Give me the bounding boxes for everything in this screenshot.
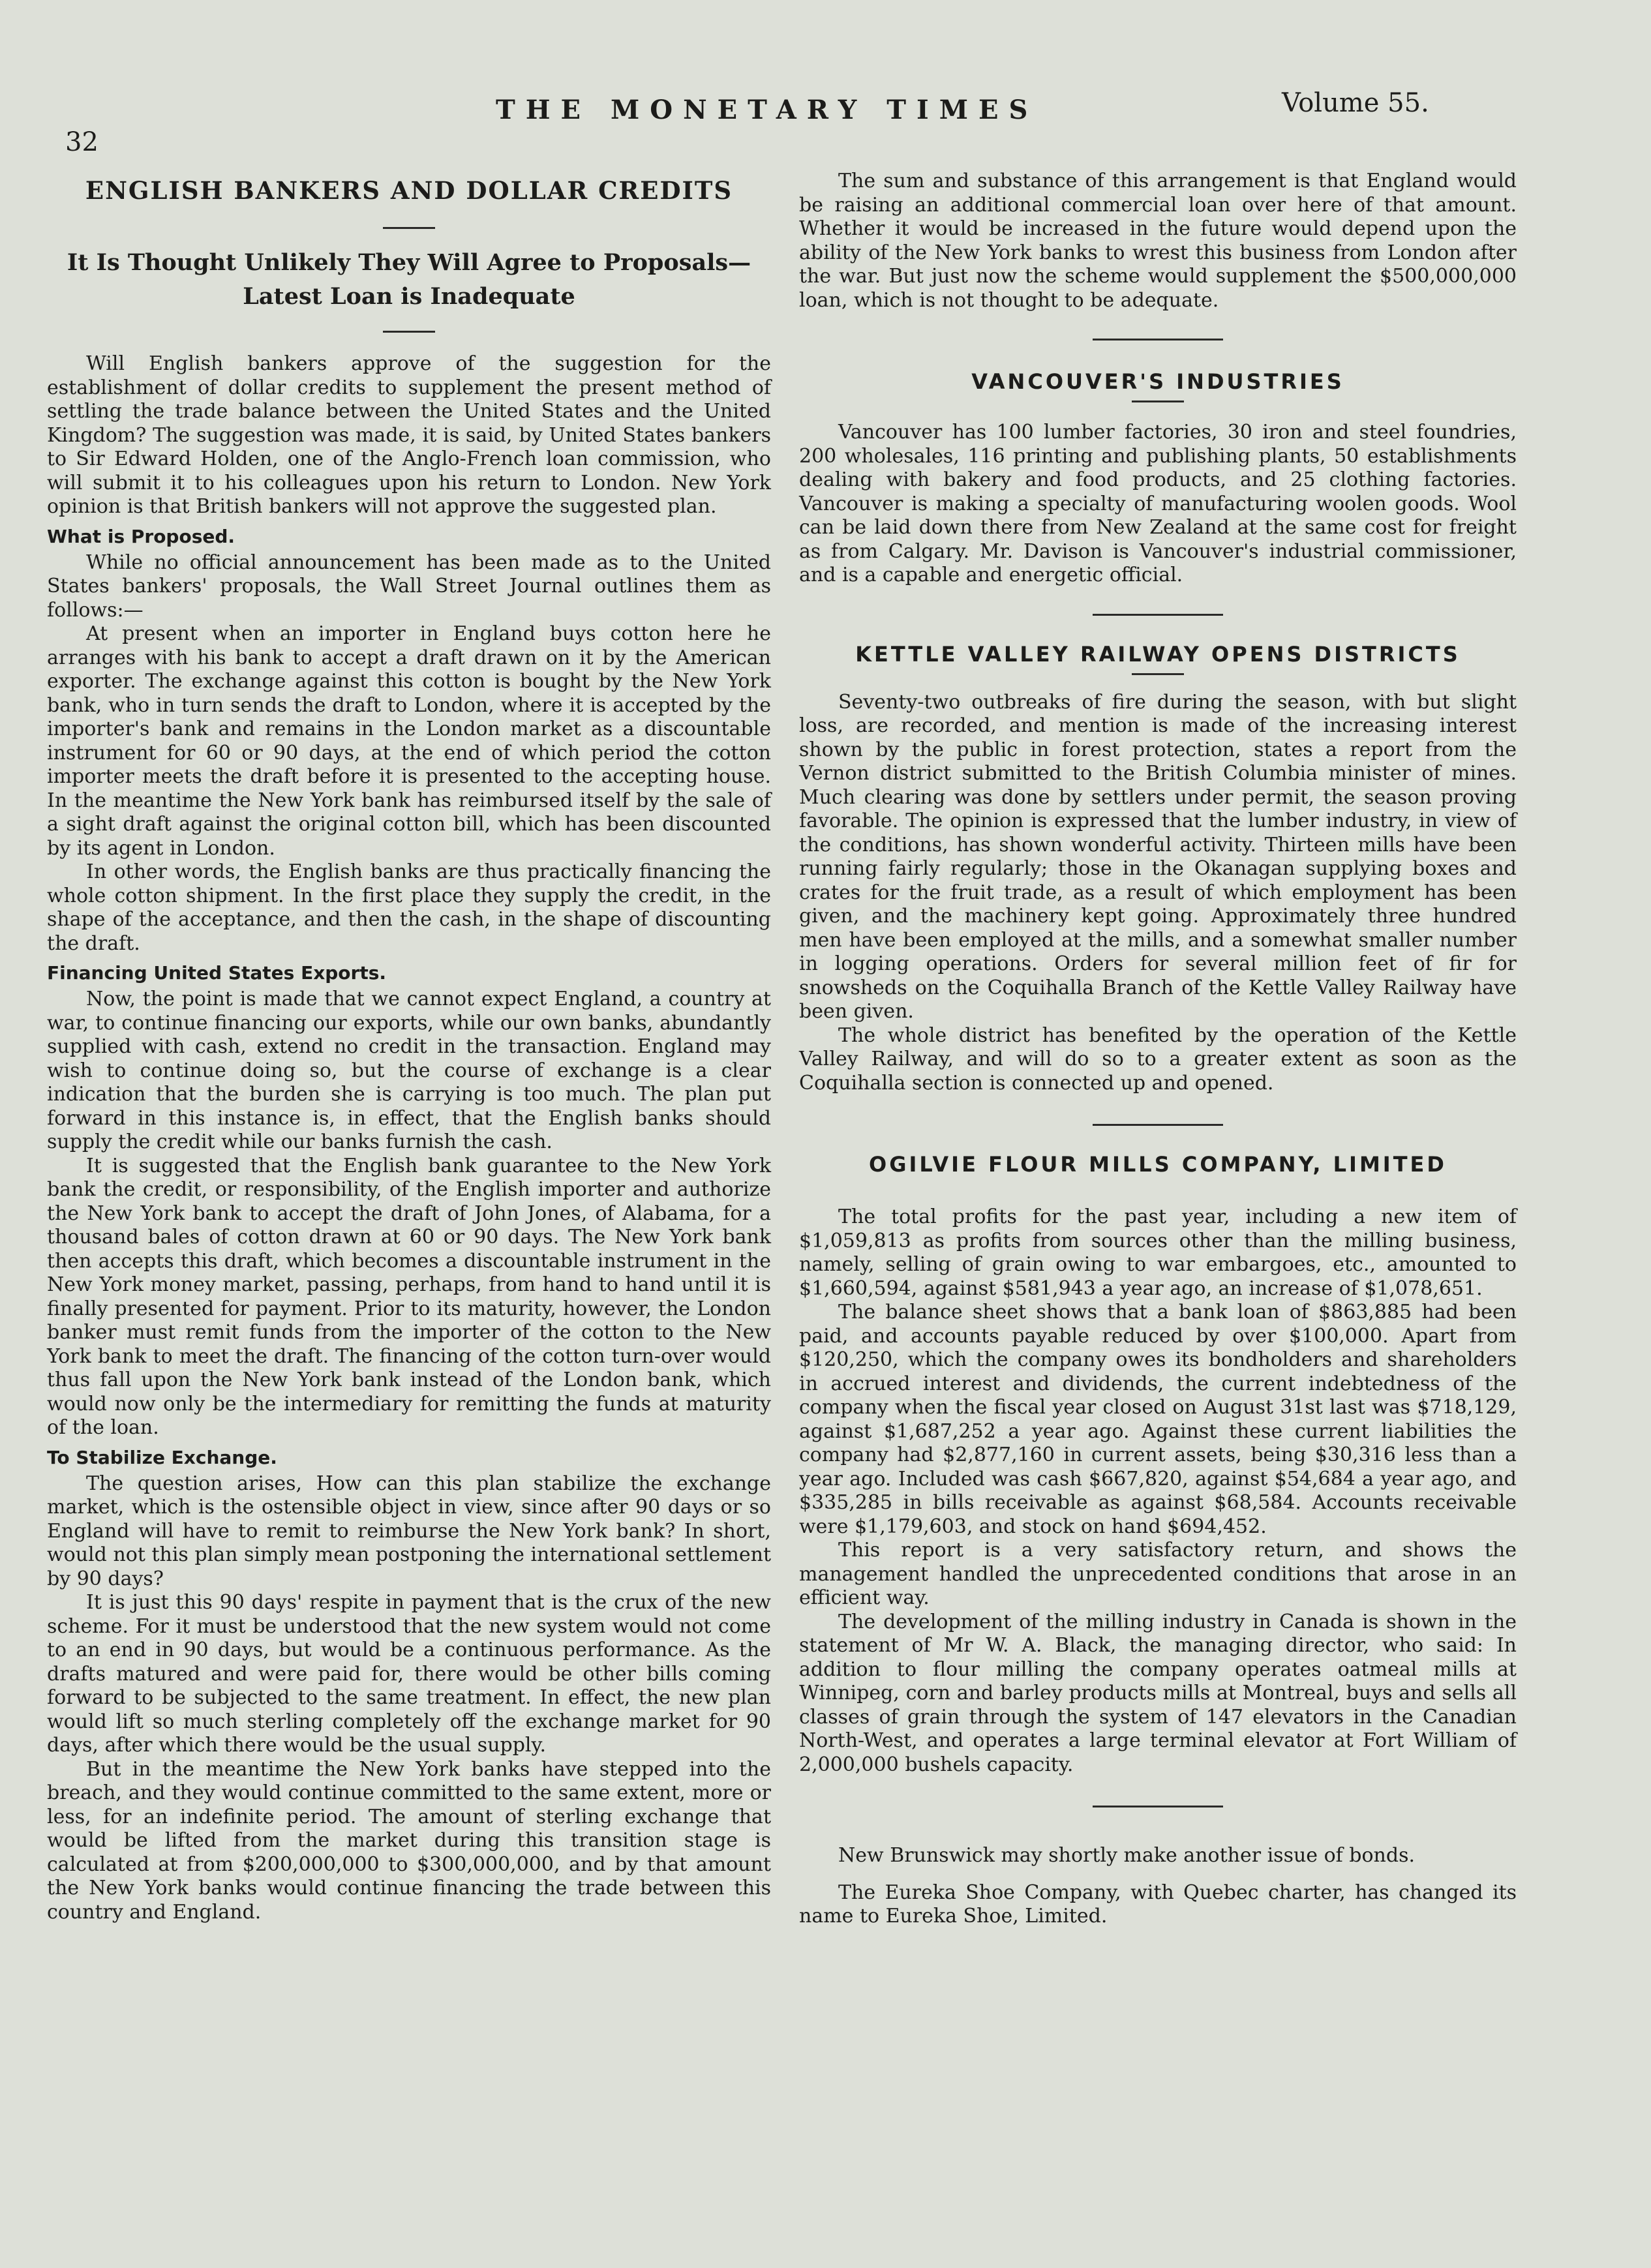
- article-title: VANCOUVER'S INDUSTRIES: [971, 369, 1344, 394]
- article-title: KETTLE VALLEY RAILWAY OPENS DISTRICTS: [855, 641, 1461, 667]
- article-title: OGILVIE FLOUR MILLS COMPANY, LIMITED: [869, 1152, 1447, 1177]
- paragraph: Seventy-two outbreaks of fire during the season, with but slight loss, are recorded, and mention is made of the increasing interest shown by the public in forest protection, states a report from the Vernon district submitted to the British Columbia minister of mines. Much clearing was done by settlers under permit, the season proving favorable. The opinion is expressed that the lumber industry, in view of the conditions, has shown wonderful activity. Thirteen mills have been running fairly regularly; those in the Okanagan supplying boxes and crates for the fruit trade, as a result of which employment has been given, and the machinery kept going. Approximately three hundred men have been employed at the mills, and a somewhat smaller number in logging operations. Orders for several million feet of fir for snowsheds on the Coquihalla Branch of the Kettle Valley Railway have been given.: [799, 690, 1517, 1023]
- right-column: [799, 170, 1517, 1929]
- paragraph: Vancouver has 100 lumber factories, 30 iron and steel foundries, 200 wholesales, 116 printing and publishing plants, 50 establishments dealing with bakery and food products, and 25 clothing factories. Vancouver is making a specialty of manufacturing woolen goods. Wool can be laid down there from New Zealand at the same cost for freight as from Calgary. Mr. Davison is Vancouver's industrial commissioner, and is a capable and energetic official.: [799, 421, 1517, 586]
- paragraph: It is suggested that the English bank guarantee to the New York bank the credit, or responsibility, of the English importer and authorize the New York bank to accept the draft of John Jones, of Alabama, for a thousand bales of cotton drawn at 60 or 90 days. The New York bank then accepts this draft, which becomes a discountable instrument in the New York money market, passing, perhaps, from hand to hand until it is finally presented for payment. Prior to its maturity, however, the London banker must remit funds from the importer of the cotton to the New York bank to meet the draft. The financing of the cotton turn-over would thus fall upon the New York bank instead of the London bank, which would now only be the intermediary for remitting the funds at maturity of the loan.: [47, 1154, 771, 1439]
- news-note: New Brunswick may shortly make another issue of bonds.: [838, 1844, 1416, 1867]
- paragraph: But in the meantime the New York banks have stepped into the breach, and they would continue committed to the same extent, more or less, for an indefinite period. The amount of sterling exchange that would be lifted from the market during this transition stage is calculated at from $200,000,000 to $300,000,000, and by that amount the New York banks would continue financing the trade between this country and England.: [47, 1757, 771, 1924]
- paragraph: It is just this 90 days' respite in payment that is the crux of the new scheme. For it must be understood that the new system would not come to an end in 90 days, but would be a continuous performance. As the drafts matured and were paid for, there would be other bills coming forward to be subjected to the same treatment. In effect, the new plan would lift so much sterling completely off the exchange market for 90 days, after which there would be the usual supply.: [47, 1591, 771, 1757]
- paragraph: The whole district has benefited by the operation of the Kettle Valley Railway, and will do so to a greater extent as soon as the Coquihalla section is connected up and opened.: [799, 1023, 1517, 1095]
- section-heading: To Stabilize Exchange.: [47, 1446, 277, 1468]
- left-column: [47, 170, 771, 1924]
- paragraph: The sum and substance of this arrangement is that England would be raising an additional commercial loan over here of that amount. Whether it would be increased in the future would depend upon the ability of the New York banks to wrest this business from London after the war. But just now the scheme would supplement the $500,000,000 loan, which is not thought to be adequate.: [799, 170, 1517, 312]
- paragraph: The total profits for the past year, including a new item of $1,059,813 as profits from sources other than the milling business, namely, selling of grain owing to war embargoes, etc., amounted to $1,660,594, against $581,943 a year ago, an increase of $1,078,651.: [799, 1205, 1517, 1300]
- paragraph: At present when an importer in England buys cotton here he arranges with his bank to accept a draft drawn on it by the American exporter. The exchange against this cotton is bought by the New York bank, who in turn sends the draft to London, where it is accepted by the importer's bank and remains in the London market as a discountable instrument for 60 or 90 days, at the end of which period the cotton importer meets the draft before it is presented to the accepting house. In the meantime the New York bank has reimbursed itself by the sale of a sight draft against the original cotton bill, which has been discounted by its agent in London.: [47, 622, 771, 860]
- page-number: 32: [65, 127, 98, 157]
- page-header: [0, 88, 1651, 160]
- paragraph: The question arises, How can this plan stabilize the exchange market, which is the ostensible object in view, since after 90 days or so England will have to remit to reimburse the New York bank? In short, would not this plan simply mean postponing the international settlement by 90 days?: [47, 1472, 771, 1590]
- paragraph: Will English bankers approve of the suggestion for the establishment of dollar credits to supplement the present method of settling the trade balance between the United States and the United Kingdom? The suggestion was made, it is said, by United States bankers to Sir Edward Holden, one of the Anglo-French loan commission, who will submit it to his colleagues upon his return to London. New York opinion is that British bankers will not approve the suggested plan.: [47, 352, 771, 518]
- paragraph: Now, the point is made that we cannot expect England, a country at war, to continue financing our exports, while our own banks, abundantly supplied with cash, extend no credit in the transaction. England may wish to continue doing so, but the course of exchange is a clear indication that the burden she is carrying is too much. The plan put forward in this instance is, in effect, that the English banks should supply the credit while our banks furnish the cash.: [47, 988, 771, 1153]
- article-subtitle: It Is Thought Unlikely They Will Agree to Proposals—: [67, 249, 751, 276]
- paragraph: In other words, the English banks are thus practically financing the whole cotton shipment. In the first place they supply the credit, in the shape of the acceptance, and then the cash, in the shape of discounting the draft.: [47, 860, 771, 955]
- volume-label: Volume 55.: [1282, 88, 1429, 118]
- paragraph: The development of the milling industry in Canada is shown in the statement of Mr W. A. Black, the managing director, who said: In addition to flour milling the company operates oatmeal mills at Winnipeg, corn and barley products mills at Montreal, buys and sells all classes of grain through the system of 147 elevators in the Canadian North-West, and operates a large terminal elevator at Fort William of 2,000,000 bushels capacity.: [799, 1610, 1517, 1776]
- publication-title: THE MONETARY TIMES: [496, 95, 1038, 125]
- paragraph: While no official announcement has been made as to the United States bankers' proposals, the Wall Street Journal outlines them as follows:—: [47, 551, 771, 622]
- section-heading: What is Proposed.: [47, 525, 235, 547]
- section-heading: Financing United States Exports.: [47, 962, 387, 984]
- paragraph: This report is a very satisfactory return, and shows the management handled the unprecedented conditions that arose in an efficient way.: [799, 1539, 1517, 1609]
- article-title: ENGLISH BANKERS AND DOLLAR CREDITS: [85, 176, 733, 205]
- article-subtitle: Latest Loan is Inadequate: [243, 283, 575, 310]
- news-note: The Eureka Shoe Company, with Quebec charter, has changed its name to Eureka Shoe, Limited.: [799, 1881, 1517, 1928]
- paragraph: The balance sheet shows that a bank loan of $863,885 had been paid, and accounts payable reduced by over $100,000. Apart from $120,250, which the company owes its bondholders and shareholders in accrued interest and dividends, the current indebtedness of the company when the fiscal year closed on August 31st last was $718,129, against $1,687,252 a year ago. Against these current liabilities the company had $2,877,160 in current assets, being $30,316 less than a year ago. Included was cash $667,820, against $54,684 a year ago, and $335,285 in bills receivable as against $68,584. Accounts receivable were $1,179,603, and stock on hand $694,452.: [799, 1301, 1517, 1538]
